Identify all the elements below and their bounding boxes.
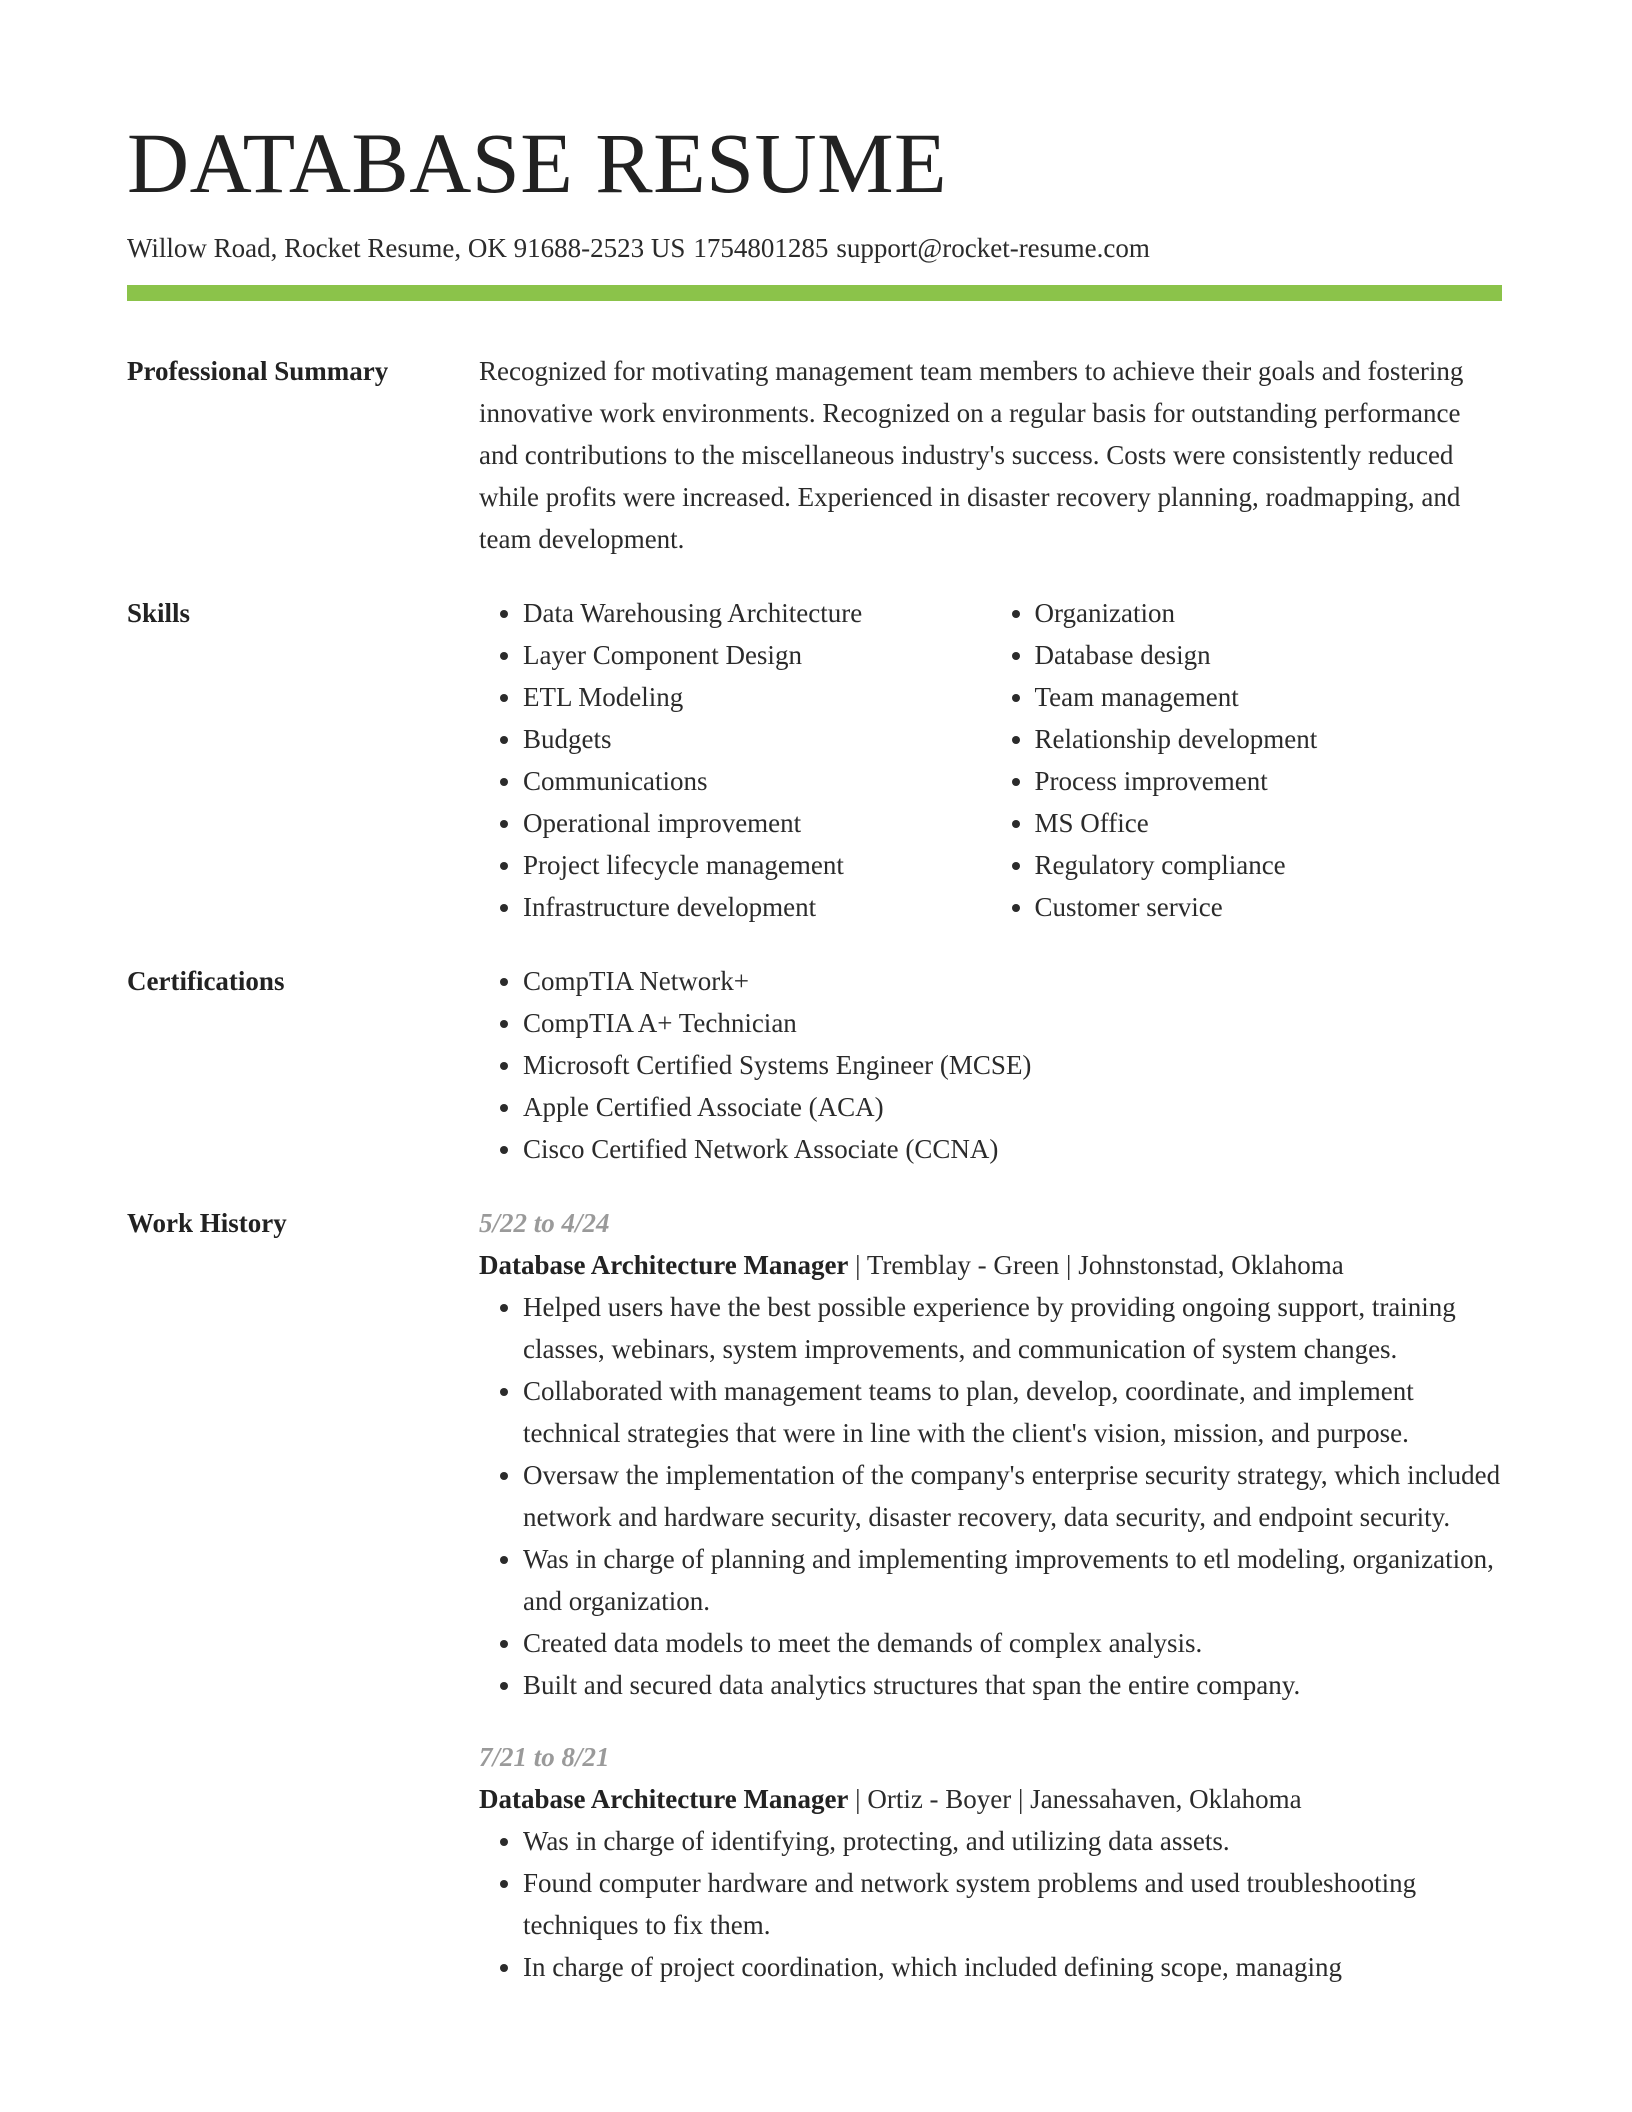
job-bullet: • Collaborated with management teams to plan, develop, coordinate, and implement technical strategies that were in line with the client's vision, mission, and purpose. xyxy=(523,1370,1502,1454)
skills-grid xyxy=(479,592,1502,928)
contact-phone: 1754801285 xyxy=(693,233,829,263)
certification-item: • Cisco Certified Network Associate (CCNA) xyxy=(523,1128,1502,1170)
certifications-heading: Certifications xyxy=(127,966,285,996)
job-bullet: • Was in charge of planning and implementing improvements to etl modeling, organization, and organization. xyxy=(523,1538,1502,1622)
header-divider xyxy=(127,285,1502,301)
job-entry xyxy=(479,1202,1502,1706)
skill-item: • ETL Modeling xyxy=(523,676,991,718)
skill-item: • Customer service xyxy=(1035,886,1503,928)
skills-heading: Skills xyxy=(127,598,191,628)
summary-body xyxy=(479,350,1502,560)
skill-item: • Data Warehousing Architecture xyxy=(523,592,991,634)
skill-item: • Budgets xyxy=(523,718,991,760)
skill-item: • MS Office xyxy=(1035,802,1503,844)
skills-list-right xyxy=(991,592,1503,928)
certifications-body xyxy=(479,960,1502,1170)
job-entry xyxy=(479,1736,1502,1988)
job-line xyxy=(479,1778,1502,1820)
job-bullet: • Helped users have the best possible experience by providing ongoing support, training classes, webinars, system improvements, and communication of system changes. xyxy=(523,1286,1502,1370)
job-title: Database Architecture Manager xyxy=(479,1784,849,1814)
skill-item: • Process improvement xyxy=(1035,760,1503,802)
certifications-list xyxy=(479,960,1502,1170)
resume-sections xyxy=(127,350,1502,2050)
skill-item: • Organization xyxy=(1035,592,1503,634)
job-dates: 5/22 to 4/24 xyxy=(479,1208,610,1238)
work-history-body xyxy=(479,1202,1502,2018)
job-line xyxy=(479,1244,1502,1286)
certifications-section xyxy=(127,960,1502,1170)
skill-item: • Layer Component Design xyxy=(523,634,991,676)
job-dates: 7/21 to 8/21 xyxy=(479,1742,610,1772)
job-bullet: • Oversaw the implementation of the company's enterprise security strategy, which included network and hardware security, disaster recovery, data security, and endpoint security. xyxy=(523,1454,1502,1538)
skill-item: • Team management xyxy=(1035,676,1503,718)
skills-section xyxy=(127,592,1502,928)
summary-text: Recognized for motivating management team members to achieve their goals and fostering innovative work environments. Recognized on a regular basis for outstanding performance and contributions to the miscellaneous industry's success. Costs were consistently reduced while profits were increased. Experienced in disaster recovery planning, roadmapping, and team development. xyxy=(479,356,1464,554)
skill-item: • Project lifecycle management xyxy=(523,844,991,886)
work-history-heading: Work History xyxy=(127,1208,287,1238)
summary-heading: Professional Summary xyxy=(127,356,389,386)
job-title: Database Architecture Manager xyxy=(479,1250,849,1280)
skill-item: • Infrastructure development xyxy=(523,886,991,928)
certification-item: • Apple Certified Associate (ACA) xyxy=(523,1086,1502,1128)
job-bullet: • Built and secured data analytics structures that span the entire company. xyxy=(523,1664,1502,1706)
job-bullet: • Was in charge of identifying, protecting, and utilizing data assets. xyxy=(523,1820,1502,1862)
job-bullet: • Found computer hardware and network system problems and used troubleshooting techniques to fix them. xyxy=(523,1862,1502,1946)
certification-item: • CompTIA A+ Technician xyxy=(523,1002,1502,1044)
certification-item: • Microsoft Certified Systems Engineer (MCSE) xyxy=(523,1044,1502,1086)
contact-email: support@rocket-resume.com xyxy=(836,233,1150,263)
job-bullet: • Created data models to meet the demands of complex analysis. xyxy=(523,1622,1502,1664)
resume-title: DATABASE RESUME xyxy=(127,115,948,211)
skill-item: • Database design xyxy=(1035,634,1503,676)
contact-line xyxy=(127,233,1158,264)
skill-item: • Regulatory compliance xyxy=(1035,844,1503,886)
contact-address: Willow Road, Rocket Resume, OK 91688-2523 US xyxy=(127,233,686,263)
skills-body xyxy=(479,592,1502,928)
skill-item: • Relationship development xyxy=(1035,718,1503,760)
certification-item: • CompTIA Network+ xyxy=(523,960,1502,1002)
skill-item: • Communications xyxy=(523,760,991,802)
job-details: | Ortiz - Boyer | Janessahaven, Oklahoma xyxy=(855,1784,1302,1814)
job-bullet: • In charge of project coordination, which included defining scope, managing xyxy=(523,1946,1502,1988)
job-bullets xyxy=(479,1286,1502,1706)
work-history-section xyxy=(127,1202,1502,2018)
job-details: | Tremblay - Green | Johnstonstad, Oklahoma xyxy=(855,1250,1344,1280)
job-bullets xyxy=(479,1820,1502,1988)
summary-section xyxy=(127,350,1502,560)
skills-list-left xyxy=(479,592,991,928)
skill-item: • Operational improvement xyxy=(523,802,991,844)
